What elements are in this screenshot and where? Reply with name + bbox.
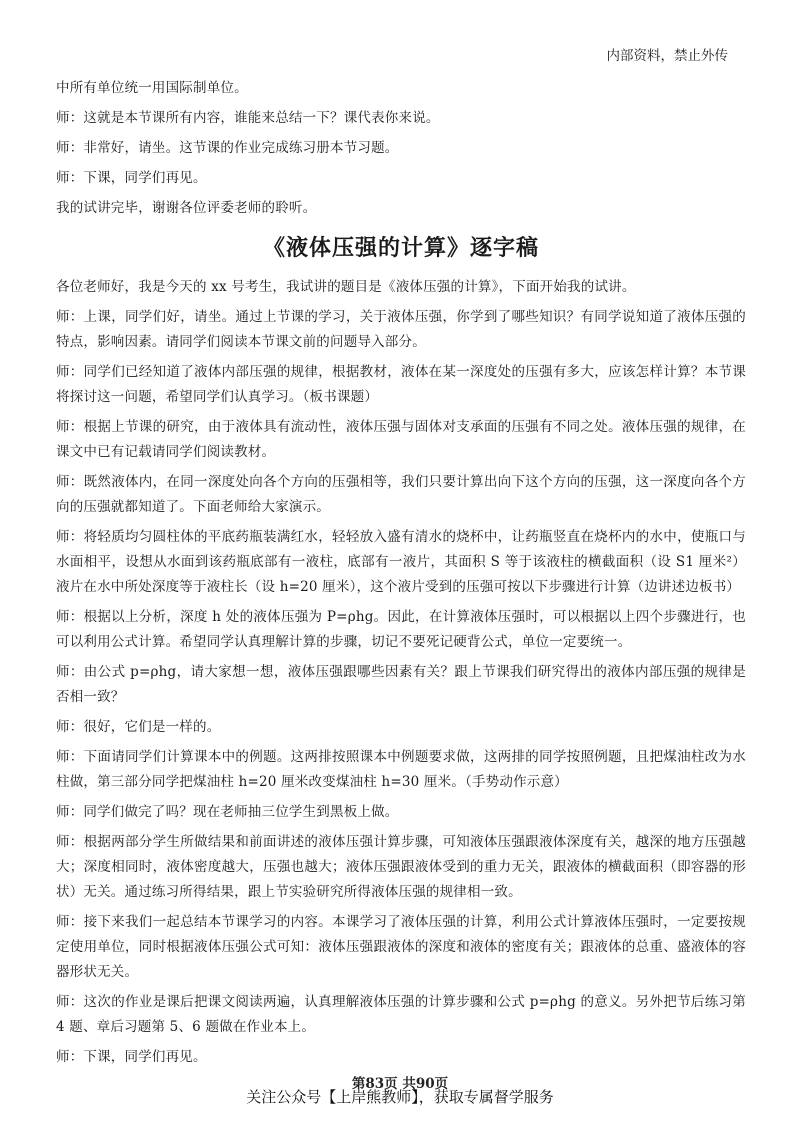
page-number: 第83页 共90页 [351,1076,449,1092]
transcript-paragraph: 师：同学们已经知道了液体内部压强的规律，根据教材，液体在某一深度处的压强有多大，应该怎样计算？本节课将探讨这一问题，希望同学们认真学习。（板书课题） [56,364,746,405]
intro-paragraph: 师：非常好，请坐。这节课的作业完成练习册本节习题。 [56,140,399,156]
transcript-paragraph: 师：接下来我们一起总结本节课学习的内容。本课学习了液体压强的计算，利用公式计算液体压强时，一定要按规定使用单位，同时根据液体压强公式可知：液体压强跟液体的深度和液体的密度有关；跟液体的总重、盛液体的容器形状无关。 [56,914,746,980]
transcript-paragraph: 师：根据上节课的研究，由于液体具有流动性，液体压强与固体对支承面的压强有不同之处。液体压强的规律，在课文中已有记载请同学们阅读教材。 [56,419,746,460]
transcript-paragraph: 师：下课，同学们再见。 [56,1049,207,1065]
transcript-paragraph: 师：同学们做完了吗？现在老师抽三位学生到黑板上做。 [56,804,399,820]
intro-paragraph: 我的试讲完毕，谢谢各位评委老师的聆听。 [56,200,317,216]
document-title: 《液体压强的计算》逐字稿 [262,235,539,261]
transcript-paragraph: 师：既然液体内，在同一深度处向各个方向的压强相等，我们只要计算出向下这个方向的压强，这一深度向各个方向的压强就都知道了。下面老师给大家演示。 [56,474,746,515]
transcript-paragraph: 师：这次的作业是课后把课文阅读两遍，认真理解液体压强的计算步骤和公式 p=ρhg 的意义。另外把节后练习第 4 题、章后习题第 5、6 题做在作业本上。 [56,994,746,1035]
transcript-paragraph: 师：很好，它们是一样的。 [56,719,221,735]
document-body [56,76,746,1075]
confidential-note: 内部资料，禁止外传 [606,48,728,64]
transcript-paragraph: 师：上课，同学们好，请坐。通过上节课的学习，关于液体压强，你学到了哪些知识？有同学说知道了液体压强的特点，影响因素。请同学们阅读本节课文前的问题导入部分。 [56,309,746,350]
transcript-paragraph: 师：根据两部分学生所做结果和前面讲述的液体压强计算步骤，可知液体压强跟液体深度有关，越深的地方压强越大；深度相同时，液体密度越大，压强也越大；液体压强跟液体受到的重力无关，跟液体的横截面积（即容器的形状）无关。通过练习所得结果，跟上节实验研究所得液体压强的规律相一致。 [56,834,746,900]
intro-paragraph: 师：这就是本节课所有内容，谁能来总结一下？课代表你来说。 [56,110,440,126]
transcript-paragraph: 师：根据以上分析，深度 h 处的液体压强为 P=ρhg。因此，在计算液体压强时，可以根据以上四个步骤进行，也可以利用公式计算。希望同学认真理解计算的步骤，切记不要死记硬背公式，单位一定要统一。 [56,609,746,650]
intro-paragraph: 中所有单位统一用国际制单位。 [56,80,248,96]
transcript-paragraph: 各位老师好，我是今天的 xx 号考生，我试讲的题目是《液体压强的计算》，下面开始我的试讲。 [56,279,636,295]
transcript-paragraph: 师：将轻质均匀圆柱体的平底药瓶装满红水，轻轻放入盛有清水的烧杯中，让药瓶竖直在烧杯内的水中，使瓶口与水面相平，设想从水面到该药瓶底部有一液柱，底部有一液片，其面积 S 等于该液柱的横截面积（设 S1 厘米²）液片在水中所处深度等于液柱长（设 h=20 厘米），这个液片受到的压强可按以下步骤进行计算（边讲述边板书） [56,529,746,595]
promo-text: 关注公众号【上岸熊教师】，获取专属督学服务 [246,1088,554,1106]
transcript-paragraph: 师：下面请同学们计算课本中的例题。这两排按照课本中例题要求做，这两排的同学按照例题，且把煤油柱改为水柱做，第三部分同学把煤油柱 h=20 厘米改变煤油柱 h=30 厘米。（手势动作示意） [56,749,746,790]
intro-paragraph: 师：下课，同学们再见。 [56,170,207,186]
transcript-paragraph: 师：由公式 p=ρhg，请大家想一想，液体压强跟哪些因素有关？跟上节课我们研究得出的液体内部压强的规律是否相一致？ [56,664,746,705]
